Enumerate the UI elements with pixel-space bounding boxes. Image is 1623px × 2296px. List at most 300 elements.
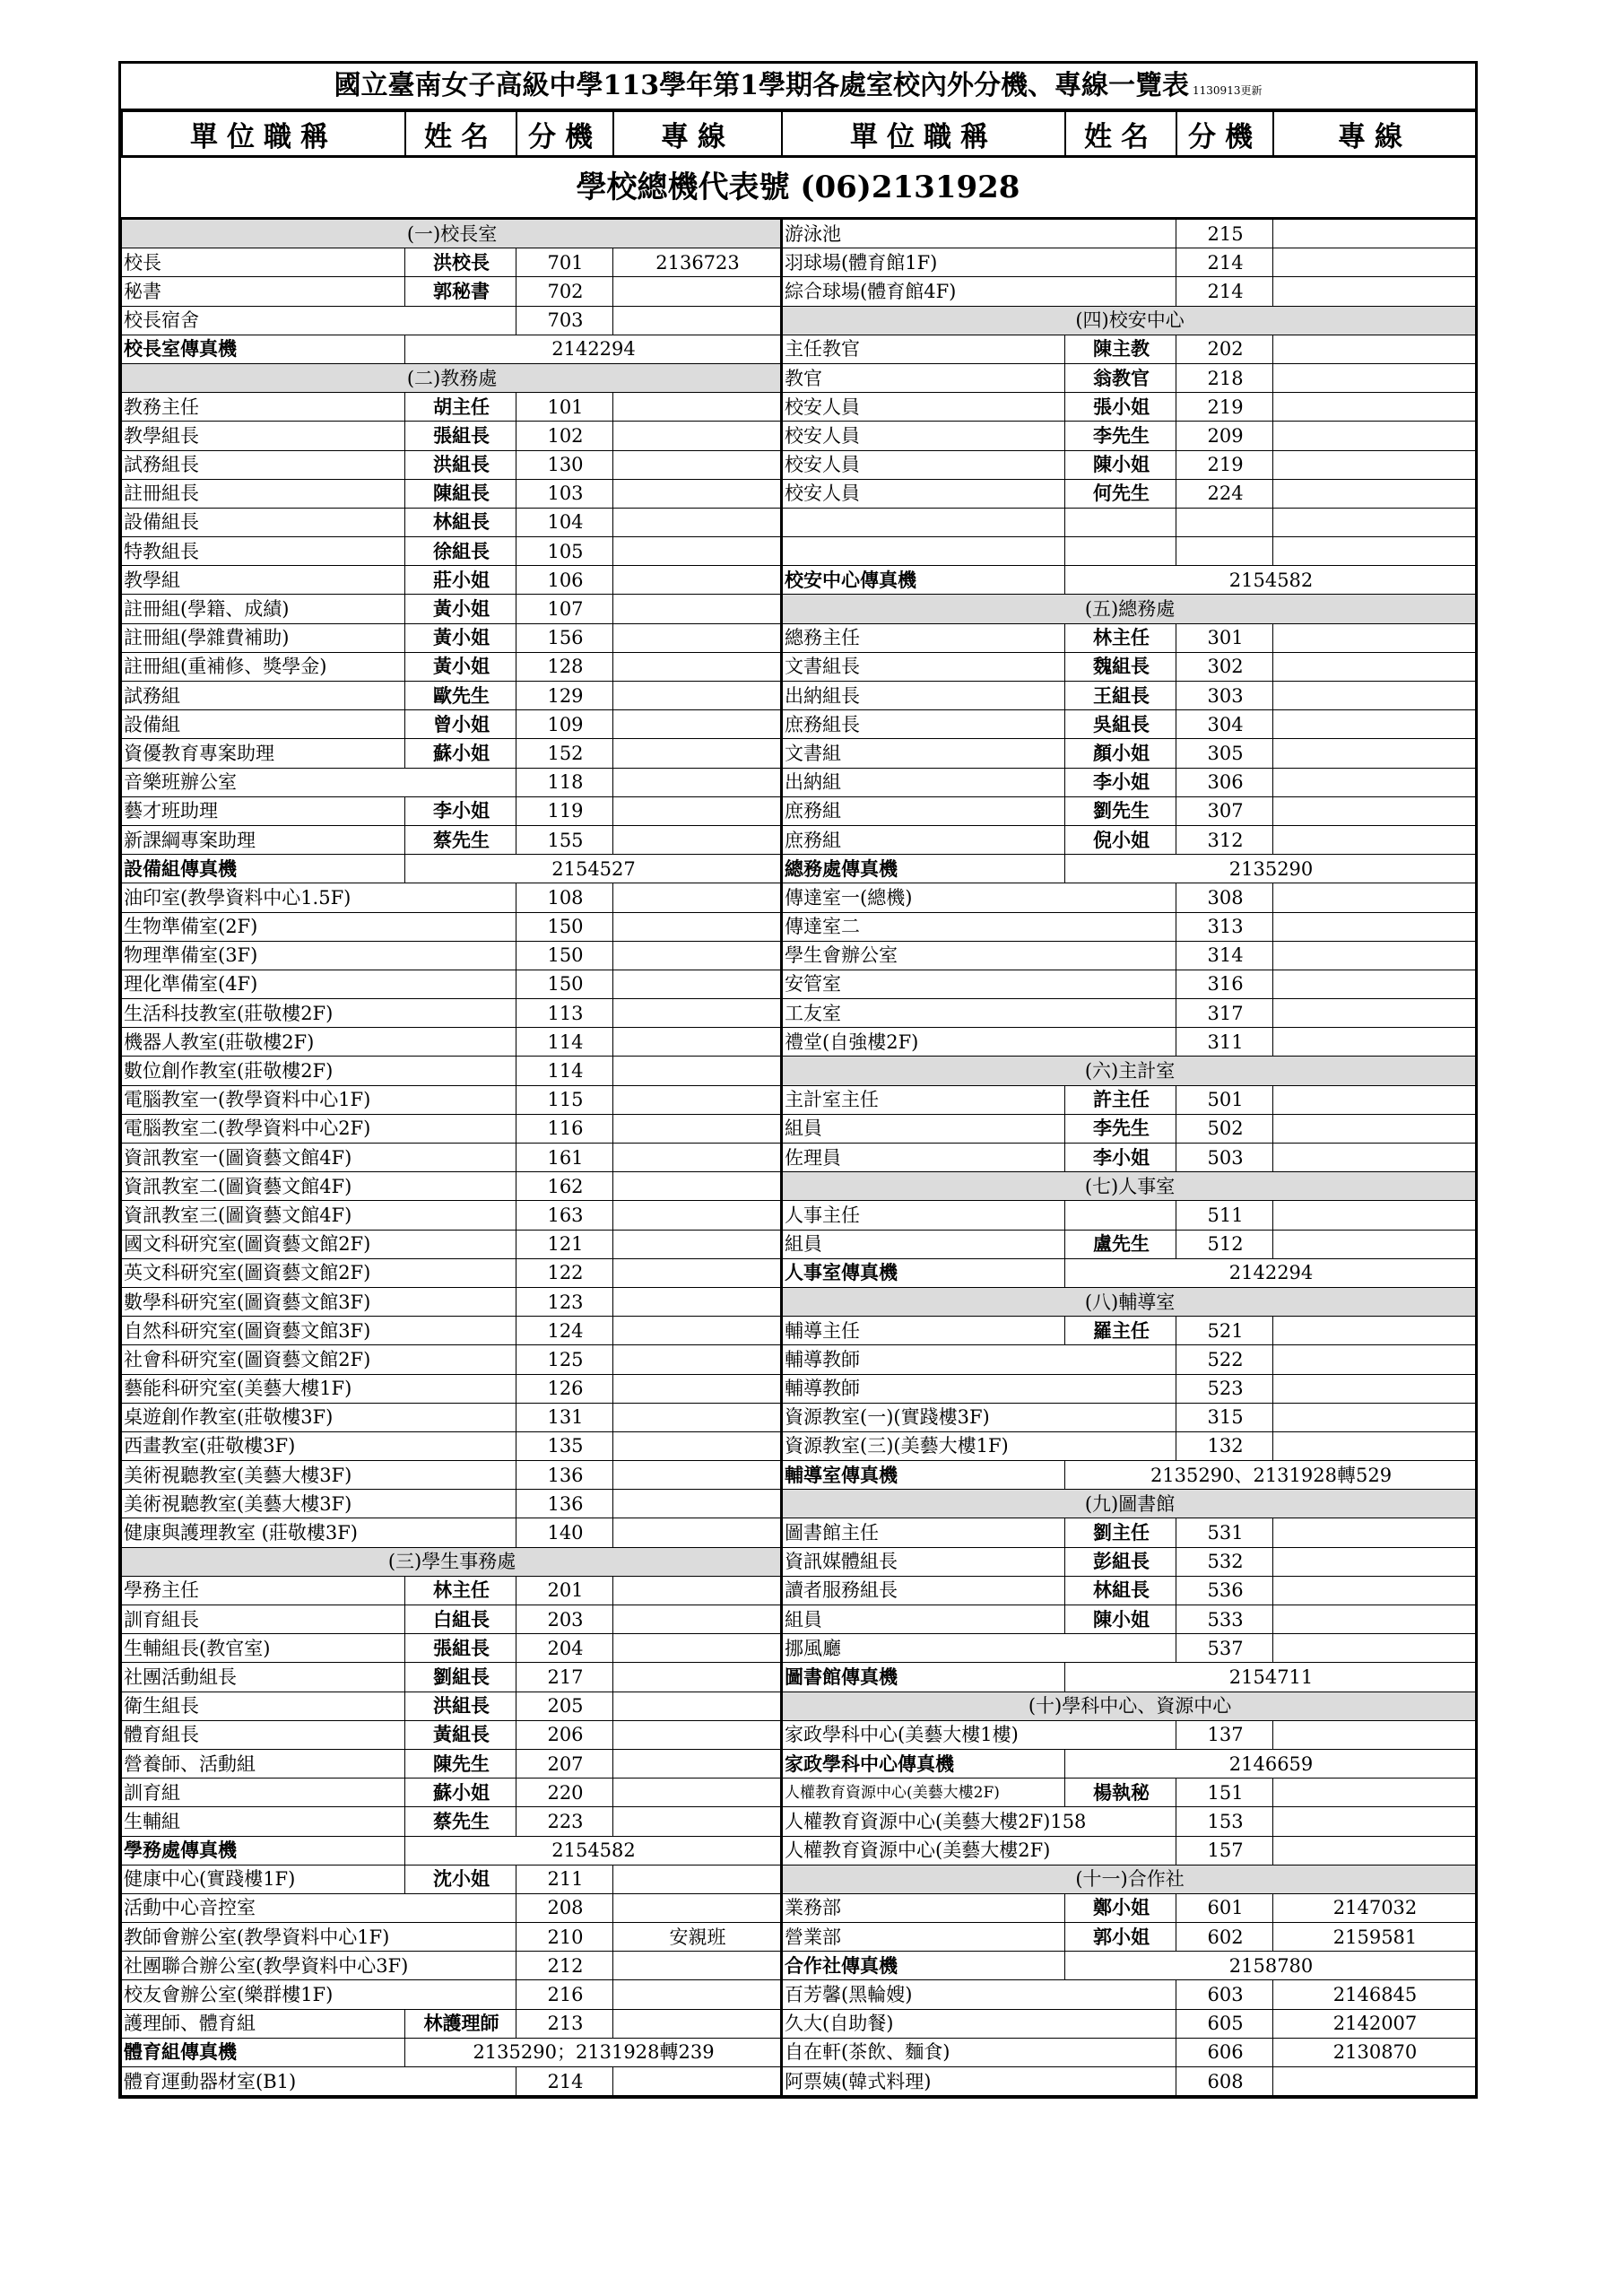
unit-title: 傳達室一(總機) (782, 883, 1176, 912)
unit-title: 註冊組(學雜費補助) (122, 623, 405, 652)
direct-line (613, 1287, 782, 1316)
person-name: 洪組長 (405, 1692, 516, 1720)
extension: 119 (516, 796, 613, 825)
person-name: 曾小姐 (405, 710, 516, 739)
unit-title: 傳達室二 (782, 912, 1176, 941)
person-name: 張組長 (405, 422, 516, 450)
unit-title: 健康與護理教室 (莊敬樓3F) (122, 1518, 516, 1547)
direct-line (1273, 1720, 1476, 1749)
direct-line (1273, 335, 1476, 363)
directory-table (121, 220, 1476, 2096)
unit-title: 圖書館主任 (782, 1518, 1065, 1547)
unit-title: 生活科技教室(莊敬樓2F) (122, 999, 516, 1028)
fax-label: 校安中心傳真機 (782, 566, 1065, 595)
section-header: (七)人事室 (782, 1172, 1476, 1201)
person-name: 林主任 (1065, 623, 1176, 652)
directory-row (122, 1317, 1476, 1345)
extension: 126 (516, 1374, 613, 1403)
person-name: 黃小姐 (405, 595, 516, 623)
direct-line (613, 1345, 782, 1374)
unit-title: 資源教室(三)(美藝大樓1F) (782, 1431, 1176, 1460)
person-name: 陳小姐 (1065, 450, 1176, 479)
extension: 204 (516, 1634, 613, 1663)
direct-line (1273, 623, 1476, 652)
extension: 124 (516, 1317, 613, 1345)
unit-title: 生輔組長(教官室) (122, 1634, 405, 1663)
direct-line (613, 595, 782, 623)
directory-row (122, 1720, 1476, 1749)
person-name: 李小姐 (1065, 768, 1176, 796)
direct-line (613, 710, 782, 739)
extension: 103 (516, 479, 613, 508)
extension: 511 (1176, 1201, 1273, 1230)
direct-line (613, 1461, 782, 1490)
directory-row (122, 1028, 1476, 1057)
unit-title: 庶務組長 (782, 710, 1065, 739)
extension: 157 (1176, 1836, 1273, 1865)
directory-row (122, 1547, 1476, 1576)
section-header: (三)學生事務處 (122, 1547, 782, 1576)
extension: 107 (516, 595, 613, 623)
person-name: 林組長 (1065, 1576, 1176, 1605)
person-name: 林組長 (405, 508, 516, 536)
fax-label: 學務處傳真機 (122, 1836, 405, 1865)
person-name: 楊執秘 (1065, 1779, 1176, 1807)
direct-line (613, 941, 782, 970)
extension: 102 (516, 422, 613, 450)
unit-title: 訓育組長 (122, 1605, 405, 1634)
directory-row (122, 710, 1476, 739)
person-name (1065, 508, 1176, 536)
directory-row (122, 682, 1476, 710)
extension: 211 (516, 1865, 613, 1893)
section-header: (一)校長室 (122, 220, 782, 248)
person-name: 李先生 (1065, 422, 1176, 450)
extension: 522 (1176, 1345, 1273, 1374)
direct-line (1273, 1807, 1476, 1836)
person-name: 王組長 (1065, 682, 1176, 710)
unit-title: 數位創作教室(莊敬樓2F) (122, 1057, 516, 1085)
extension: 212 (516, 1952, 613, 1980)
extension: 213 (516, 2009, 613, 2038)
extension: 603 (1176, 1980, 1273, 2009)
unit-title: 生物準備室(2F) (122, 912, 516, 941)
header-name: 姓名 (405, 111, 516, 156)
extension: 216 (516, 1980, 613, 2009)
unit-title: 業務部 (782, 1893, 1065, 1922)
unit-title: 機器人教室(莊敬樓2F) (122, 1028, 516, 1057)
section-header: (八)輔導室 (782, 1287, 1476, 1316)
extension: 114 (516, 1057, 613, 1085)
extension: 150 (516, 912, 613, 941)
unit-title: 設備組長 (122, 508, 405, 536)
directory-row (122, 2067, 1476, 2096)
direct-line (1273, 710, 1476, 739)
direct-line (1273, 682, 1476, 710)
directory-row (122, 1144, 1476, 1172)
person-name: 彭組長 (1065, 1547, 1176, 1576)
directory-row (122, 1287, 1476, 1316)
person-name: 何先生 (1065, 479, 1176, 508)
directory-row (122, 1345, 1476, 1374)
direct-line (613, 393, 782, 422)
extension: 116 (516, 1114, 613, 1143)
direct-line: 2136723 (613, 248, 782, 277)
directory-row (122, 1114, 1476, 1143)
extension: 122 (516, 1258, 613, 1287)
unit-title: 文書組長 (782, 652, 1065, 681)
extension: 152 (516, 739, 613, 768)
extension: 502 (1176, 1114, 1273, 1143)
extension: 301 (1176, 623, 1273, 652)
direct-line (613, 1605, 782, 1634)
unit-title: 工友室 (782, 999, 1176, 1028)
person-name: 鄭小姐 (1065, 1893, 1176, 1922)
extension: 207 (516, 1749, 613, 1778)
extension: 106 (516, 566, 613, 595)
unit-title: 訓育組 (122, 1779, 405, 1807)
header-unit: 單位職稱 (122, 111, 405, 156)
direct-line (613, 1865, 782, 1893)
unit-title: 註冊組(重補修、獎學金) (122, 652, 405, 681)
person-name: 黃小姐 (405, 623, 516, 652)
unit-title: 桌遊創作教室(莊敬樓3F) (122, 1403, 516, 1431)
direct-line (613, 999, 782, 1028)
direct-line (613, 1431, 782, 1460)
directory-row (122, 566, 1476, 595)
extension: 205 (516, 1692, 613, 1720)
direct-line (1273, 508, 1476, 536)
column-header-table (121, 110, 1477, 157)
directory-row (122, 248, 1476, 277)
directory-row (122, 1980, 1476, 2009)
unit-title: 活動中心音控室 (122, 1893, 516, 1922)
extension: 701 (516, 248, 613, 277)
unit-title: 註冊組(學籍、成績) (122, 595, 405, 623)
direct-line: 安親班 (613, 1923, 782, 1952)
extension: 217 (516, 1663, 613, 1692)
person-name: 劉先生 (1065, 796, 1176, 825)
direct-line (613, 1057, 782, 1085)
unit-title: 新課綱專案助理 (122, 825, 405, 854)
direct-line (613, 912, 782, 941)
extension: 210 (516, 1923, 613, 1952)
extension: 523 (1176, 1374, 1273, 1403)
direct-line (1273, 393, 1476, 422)
directory-row (122, 2038, 1476, 2066)
person-name: 徐組長 (405, 537, 516, 566)
direct-line (613, 1663, 782, 1692)
direct-line (613, 1258, 782, 1287)
person-name: 郭小姐 (1065, 1923, 1176, 1952)
direct-line (613, 1692, 782, 1720)
directory-row (122, 1865, 1476, 1893)
directory-row (122, 623, 1476, 652)
directory-row (122, 1230, 1476, 1258)
unit-title: 庶務組 (782, 825, 1065, 854)
direct-line (613, 1807, 782, 1836)
section-header: (十一)合作社 (782, 1865, 1476, 1893)
direct-line (613, 883, 782, 912)
unit-title: 註冊組長 (122, 479, 405, 508)
person-name (1065, 1201, 1176, 1230)
fax-label: 體育組傳真機 (122, 2038, 405, 2066)
direct-line (1273, 450, 1476, 479)
person-name: 陳先生 (405, 1749, 516, 1778)
header-ext: 分機 (516, 111, 613, 156)
directory-row (122, 450, 1476, 479)
fax-number: 2158780 (1065, 1952, 1476, 1980)
header-unit: 單位職稱 (782, 111, 1065, 156)
fax-label: 家政學科中心傳真機 (782, 1749, 1065, 1778)
extension: 114 (516, 1028, 613, 1057)
directory-row (122, 2009, 1476, 2038)
extension: 602 (1176, 1923, 1273, 1952)
fax-label: 設備組傳真機 (122, 855, 405, 883)
extension: 608 (1176, 2067, 1273, 2096)
direct-line (613, 1374, 782, 1403)
unit-title: 家政學科中心(美藝大樓1樓) (782, 1720, 1176, 1749)
direct-line (1273, 1317, 1476, 1345)
directory-row (122, 1490, 1476, 1518)
unit-title: 文書組 (782, 739, 1065, 768)
column-header-row (122, 111, 1476, 156)
fax-label: 合作社傳真機 (782, 1952, 1065, 1980)
extension: 223 (516, 1807, 613, 1836)
main-number: 學校總機代表號 (06)2131928 (121, 157, 1475, 220)
unit-title: 資優教育專案助理 (122, 739, 405, 768)
directory-row (122, 363, 1476, 392)
direct-line (613, 479, 782, 508)
unit-title: 久大(自助餐) (782, 2009, 1176, 2038)
direct-line (1273, 768, 1476, 796)
extension (1176, 508, 1273, 536)
extension: 214 (516, 2067, 613, 2096)
unit-title: 安管室 (782, 970, 1176, 998)
unit-title: 出納組長 (782, 682, 1065, 710)
direct-line (1273, 1144, 1476, 1172)
extension: 150 (516, 941, 613, 970)
directory-row (122, 1258, 1476, 1287)
unit-title: 組員 (782, 1114, 1065, 1143)
direct-line (1273, 1431, 1476, 1460)
person-name: 魏組長 (1065, 652, 1176, 681)
unit-title: 生輔組 (122, 1807, 405, 1836)
unit-title: 校安人員 (782, 393, 1065, 422)
direct-line: 2130870 (1273, 2038, 1476, 2066)
extension: 605 (1176, 2009, 1273, 2038)
direct-line (1273, 1374, 1476, 1403)
person-name: 郭秘書 (405, 277, 516, 306)
person-name: 李小姐 (405, 796, 516, 825)
unit-title: 校友會辦公室(樂群樓1F) (122, 1980, 516, 2009)
unit-title: 組員 (782, 1230, 1065, 1258)
directory-row (122, 941, 1476, 970)
directory-row (122, 652, 1476, 681)
extension: 201 (516, 1576, 613, 1605)
unit-title: 藝才班助理 (122, 796, 405, 825)
directory-row (122, 970, 1476, 998)
extension: 105 (516, 537, 613, 566)
extension: 151 (1176, 1779, 1273, 1807)
direct-line: 2146845 (1273, 1980, 1476, 2009)
direct-line (1273, 1576, 1476, 1605)
person-name: 蘇小姐 (405, 1779, 516, 1807)
direct-line (1273, 479, 1476, 508)
extension: 206 (516, 1720, 613, 1749)
unit-title: 電腦教室一(教學資料中心1F) (122, 1085, 516, 1114)
unit-title: 庶務組 (782, 796, 1065, 825)
extension: 162 (516, 1172, 613, 1201)
fax-number: 2135290；2131928轉239 (405, 2038, 782, 2066)
direct-line (1273, 970, 1476, 998)
person-name: 羅主任 (1065, 1317, 1176, 1345)
unit-title: 出納組 (782, 768, 1065, 796)
direct-line (613, 1317, 782, 1345)
person-name: 劉主任 (1065, 1518, 1176, 1547)
extension: 118 (516, 768, 613, 796)
direct-line (1273, 1028, 1476, 1057)
fax-label: 總務處傳真機 (782, 855, 1065, 883)
extension: 317 (1176, 999, 1273, 1028)
extension: 503 (1176, 1144, 1273, 1172)
person-name: 洪校長 (405, 248, 516, 277)
fax-label: 圖書館傳真機 (782, 1663, 1065, 1692)
extension: 109 (516, 710, 613, 739)
unit-title: 音樂班辦公室 (122, 768, 516, 796)
fax-label: 校長室傳真機 (122, 335, 405, 363)
direct-line (613, 825, 782, 854)
directory-row (122, 883, 1476, 912)
person-name: 翁教官 (1065, 363, 1176, 392)
extension: 224 (1176, 479, 1273, 508)
extension: 163 (516, 1201, 613, 1230)
extension: 305 (1176, 739, 1273, 768)
directory-row (122, 1663, 1476, 1692)
extension: 155 (516, 825, 613, 854)
direct-line (613, 1114, 782, 1143)
direct-line (613, 1230, 782, 1258)
direct-line: 2142007 (1273, 2009, 1476, 2038)
unit-title: 油印室(教學資料中心1.5F) (122, 883, 516, 912)
directory-row (122, 595, 1476, 623)
direct-line (613, 652, 782, 681)
directory-row (122, 1576, 1476, 1605)
extension: 315 (1176, 1403, 1273, 1431)
directory-row (122, 768, 1476, 796)
unit-title: 人權教育資源中心(美藝大樓2F) (782, 1836, 1176, 1865)
unit-title: 學務主任 (122, 1576, 405, 1605)
unit-title: 體育運動器材室(B1) (122, 2067, 516, 2096)
header-line: 專線 (613, 111, 782, 156)
unit-title: 主計室主任 (782, 1085, 1065, 1114)
person-name: 胡主任 (405, 393, 516, 422)
direct-line (613, 1490, 782, 1518)
directory-row (122, 306, 1476, 335)
person-name: 蔡先生 (405, 1807, 516, 1836)
unit-title: 衛生組長 (122, 1692, 405, 1720)
direct-line (613, 1144, 782, 1172)
directory-row (122, 1085, 1476, 1114)
extension: 128 (516, 652, 613, 681)
unit-title: 資訊教室二(圖資藝文館4F) (122, 1172, 516, 1201)
unit-title: 資訊媒體組長 (782, 1547, 1065, 1576)
unit-title: 秘書 (122, 277, 405, 306)
unit-title: 讀者服務組長 (782, 1576, 1065, 1605)
extension: 302 (1176, 652, 1273, 681)
direct-line (1273, 1085, 1476, 1114)
direct-line (1273, 739, 1476, 768)
person-name: 沈小姐 (405, 1865, 516, 1893)
header-ext: 分機 (1176, 111, 1273, 156)
direct-line (613, 1028, 782, 1057)
directory-row (122, 1634, 1476, 1663)
extension: 208 (516, 1893, 613, 1922)
extension: 136 (516, 1461, 613, 1490)
unit-title: 電腦教室二(教學資料中心2F) (122, 1114, 516, 1143)
extension: 532 (1176, 1547, 1273, 1576)
unit-title: 數學科研究室(圖資藝文館3F) (122, 1287, 516, 1316)
extension: 501 (1176, 1085, 1273, 1114)
unit-title: 試務組 (122, 682, 405, 710)
extension: 306 (1176, 768, 1273, 796)
extension: 104 (516, 508, 613, 536)
directory-row (122, 1952, 1476, 1980)
directory-row (122, 1893, 1476, 1922)
fax-number: 2154527 (405, 855, 782, 883)
direct-line (1273, 1634, 1476, 1663)
direct-line (1273, 796, 1476, 825)
direct-line (613, 277, 782, 306)
fax-number: 2154711 (1065, 1663, 1476, 1692)
person-name: 林主任 (405, 1576, 516, 1605)
unit-title: 社團聯合辦公室(教學資料中心3F) (122, 1952, 516, 1980)
update-note: 1130913更新 (1193, 84, 1263, 97)
unit-title: 阿票姨(韓式料理) (782, 2067, 1176, 2096)
direct-line (613, 1576, 782, 1605)
extension: 606 (1176, 2038, 1273, 2066)
phone-directory-document (118, 61, 1478, 2099)
direct-line (613, 450, 782, 479)
direct-line (613, 796, 782, 825)
directory-row (122, 537, 1476, 566)
directory-row (122, 912, 1476, 941)
unit-title: 資訊教室一(圖資藝文館4F) (122, 1144, 516, 1172)
unit-title: 物理準備室(3F) (122, 941, 516, 970)
extension: 121 (516, 1230, 613, 1258)
header-line: 專線 (1273, 111, 1476, 156)
unit-title (782, 537, 1065, 566)
fax-label: 輔導室傳真機 (782, 1461, 1065, 1490)
unit-title: 資訊教室三(圖資藝文館4F) (122, 1201, 516, 1230)
extension: 131 (516, 1403, 613, 1431)
unit-title: 校長 (122, 248, 405, 277)
directory-row (122, 1403, 1476, 1431)
extension: 314 (1176, 941, 1273, 970)
unit-title: 試務組長 (122, 450, 405, 479)
person-name: 林護理師 (405, 2009, 516, 2038)
person-name: 陳小姐 (1065, 1605, 1176, 1634)
directory-row (122, 1172, 1476, 1201)
unit-title: 營養師、活動組 (122, 1749, 405, 1778)
direct-line (1273, 1230, 1476, 1258)
unit-title: 教學組 (122, 566, 405, 595)
extension: 153 (1176, 1807, 1273, 1836)
direct-line: 2147032 (1273, 1893, 1476, 1922)
direct-line (1273, 652, 1476, 681)
directory-row (122, 1807, 1476, 1836)
unit-title: 自在軒(茶飲、麵食) (782, 2038, 1176, 2066)
